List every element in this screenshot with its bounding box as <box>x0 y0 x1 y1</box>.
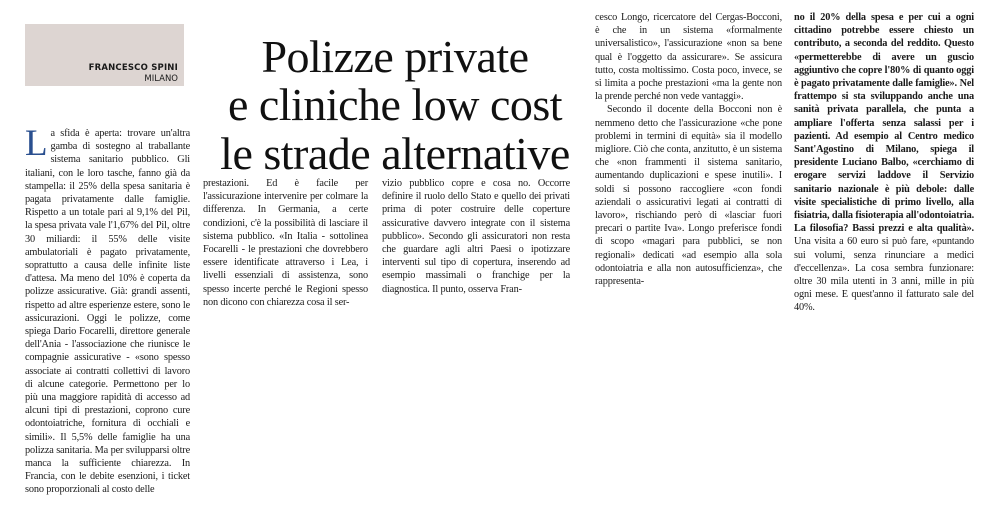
dateline-city: MILANO <box>144 74 178 84</box>
headline-line-3: le strade alternative <box>220 127 570 179</box>
drop-cap: L <box>25 123 48 164</box>
column-5 <box>794 11 974 315</box>
column-2 <box>203 177 368 309</box>
headline <box>200 30 590 179</box>
column-1-text: a sfida è aperta: trovare un'altra gamba di sostegno al traballante sistema sanitario pubblico. Gli italiani, con le loro tasche, fanno già da stampella: il 25% della spesa sanitaria è pagata privatamente dalle famiglie. Rispetto a un totale pari al 9,1% del Pil, la spesa privata vale l'1,67% del Pil, oltre 30 miliardi: il 55% delle visite ambulatoriali è pagato privatamente, soprattutto a causa delle infinite liste d'attesa. Ma meno del 10% è coperta da polizze assicurative. Già: grandi assenti, rispetto ad altre esperienze estere, sono le assicurazioni. Oggi le polizze, come spiega Dario Focarelli, direttore generale dell'Ania - l'associazione che riunisce le compagnie assicurative - «sono spesso associate ai contratti collettivi di lavoro di alcune categorie. Permettono per lo più una maggiore rapidità di accesso ad alcuni tipi di prestazioni, coprono cure odontoiatriche, fornitura di occhiali e simili». Il 5,5% delle famiglie ha una polizza sanitaria. Ma per svilupparsi oltre manca la sufficiente chiarezza. In Francia, con le debite esenzioni, i ticket sono proporzionali al costo delle <box>25 128 190 496</box>
headline-line-2: e cliniche low cost <box>227 79 563 131</box>
column-3-text: vizio pubblico copre e cosa no. Occorre definire il ruolo dello Stato e quello dei privati prima di poter costruire delle coperture assicurative davvero integrate con il sistema pubblico». Secondo gli assicuratori non resta che guardare agli altri Paesi o ipotizzare interventi sul tipo di copertura, inserendo ad esempio massimali o franchige per la diagnostica. Il punto, osserva Fran- <box>382 178 570 295</box>
column-5-text-a: no il 20% della spesa e per cui a ogni cittadino potrebbe essere chiesto un contributo, a seconda del reddito. Questo «permetterebbe di avere un guscio aggiuntivo che copre l'80% di quanto oggi è pagato privatamente dalle famiglie». Nel frattempo si sta sviluppando anche una sanità privata parallela, che punta a ampliare l'offerta senza salassi per i pazienti. Ad esempio al Centro medico Sant'Agostino di Milano, spiega il presidente Luciano Balbo, «cerchiamo di erogare servizi laddove il Servizio sanitario nazionale è più debole: dalle visite specialistiche di primo livello, alla fisiatria, dalla fisioterapia all'odontoiatria. La filosofia? Bassi prezzi e alta qualità». <box>794 12 974 235</box>
column-3 <box>382 177 570 296</box>
column-4-text-a: cesco Longo, ricercatore del Cergas-Bocconi, è che in un sistema «formalmente universalistico», l'assicurazione «non sa bene qual è l'oggetto da assicurare». Se assicura tutto, costa moltissimo. Costa poco, invece, se si limita a poche prestazioni «ma la gente non la prende perché non vede vantaggi». <box>595 12 782 103</box>
author-name: FRANCESCO SPINI <box>88 63 178 73</box>
column-2-text: prestazioni. Ed è facile per l'assicurazione intervenire per colmare la differenza. In Germania, a certe condizioni, c'è la possibilità di lasciare il sistema pubblico. «In Italia - sottolinea Focarelli - le prestazioni che dovrebbero essere identificate attraverso i Lea, i livelli essenziali di assistenza, sono spesso incerte perché le Regioni spesso non dicono con chiarezza cosa il ser- <box>203 178 368 308</box>
byline-box <box>25 24 184 86</box>
column-4-text-b: Secondo il docente della Bocconi non è nemmeno detto che l'assicurazione «che pone problemi in termini di equità» sia il modello migliore. Ciò che conta, anzitutto, è un sistema che «non frammenti il sistema sanitario, aumentando duplicazioni e spese inutili». I soldi si possono raccogliere «con fondi aziendali o assicurativi legati ai contratti di lavoro», rischiando però di «lasciar fuori precari o partite Iva». Longo preferisce fondi di scopo «magari para pubblici, se non regionali» dedicati «ad esempio alla sola odontoiatria e alla non autosufficienza», che rappresenta- <box>595 104 782 288</box>
column-4 <box>595 11 782 288</box>
headline-line-1: Polizze private <box>261 30 529 82</box>
column-1 <box>25 123 190 497</box>
column-5-text-b: Una visita a 60 euro si può fare, «puntando sui volumi, senza rinunciare a medici d'eccellenza». La cosa sembra funzionare: oltre 30 mila utenti in 3 anni, mille in più ogni mese. E quest'anno il fatturato sale del 40%. <box>794 236 974 314</box>
